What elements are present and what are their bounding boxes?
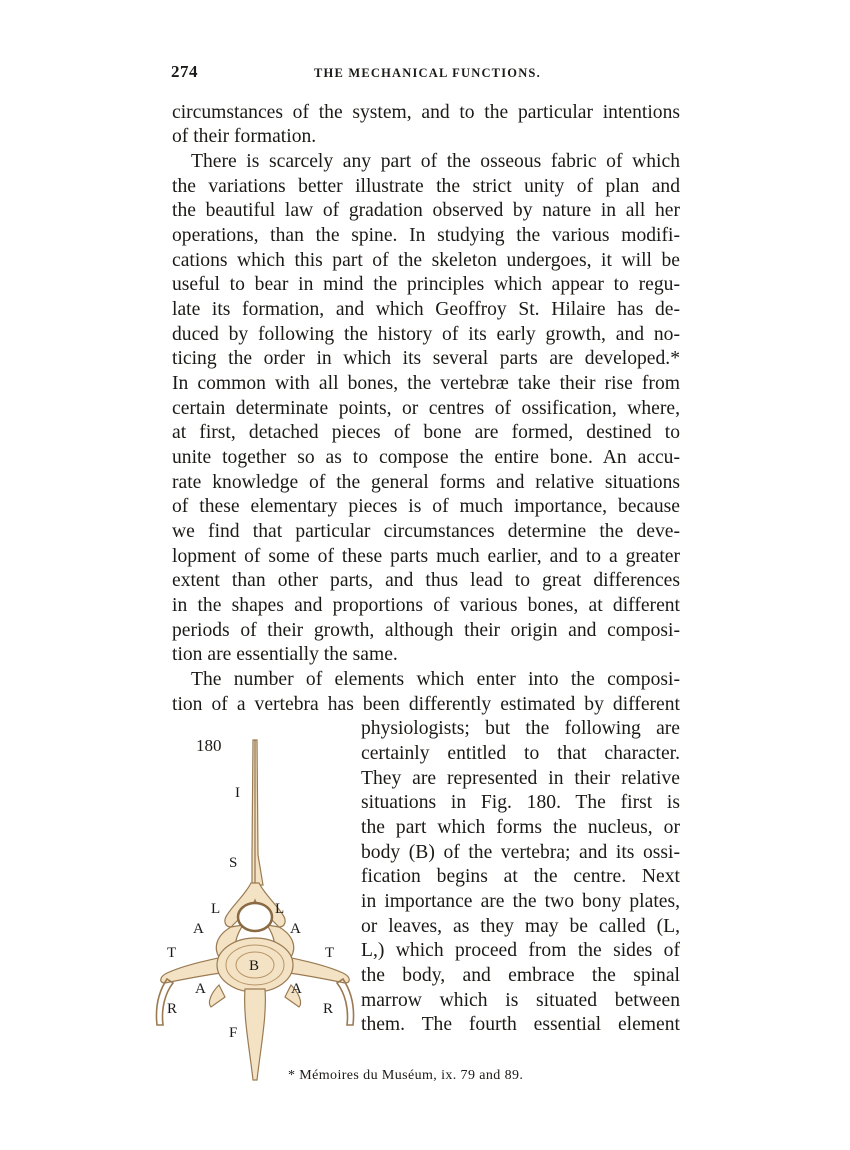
text-line: duced by following the history of its early growth, and no- — [172, 324, 680, 345]
label-s: S — [229, 855, 238, 871]
label-a-upper-left: A — [193, 921, 204, 937]
label-a-lower-left: A — [195, 981, 206, 997]
text-line: in importance are the two bony plates, — [361, 891, 680, 912]
text-line: the body, and embrace the spinal — [361, 965, 680, 986]
text-line: body (B) of the vertebra; and its ossi- — [361, 842, 680, 863]
text-line: physiologists; but the following are — [361, 718, 680, 739]
text-line: the beautiful law of gradation observed by nature in all her — [172, 200, 680, 221]
label-a-upper-right: A — [290, 921, 301, 937]
text-line: them. The fourth essential element — [361, 1014, 680, 1035]
text-line: There is scarcely any part of the osseous fabric of which — [191, 151, 680, 172]
vertebra-illustration — [156, 740, 353, 1080]
text-line: rate knowledge of the general forms and relative situations — [172, 472, 680, 493]
label-t-right: T — [325, 945, 335, 961]
spinous-process — [252, 740, 263, 885]
label-l-left: L — [211, 901, 221, 917]
text-line: the variations better illustrate the strict unity of plan and — [172, 176, 680, 197]
text-line: unite together so as to compose the entire bone. An accu- — [172, 447, 680, 468]
label-f: F — [229, 1025, 238, 1041]
text-line: at first, detached pieces of bone are formed, destined to — [172, 422, 680, 443]
text-line: we find that particular circumstances determine the deve- — [172, 521, 680, 542]
text-line: extent than other parts, and thus lead to great differences — [172, 570, 680, 591]
rib-right — [337, 979, 354, 1025]
text-line: periods of their growth, although their origin and composi- — [172, 620, 680, 641]
text-line: situations in Fig. 180. The first is — [361, 792, 680, 813]
text-line: lopment of some of these parts much earlier, and to a greater — [172, 546, 680, 567]
vertebra-figure — [145, 735, 360, 1085]
text-line: of their formation. — [172, 126, 317, 147]
text-line: operations, than the spine. In studying the various modifi- — [172, 225, 680, 246]
label-b: B — [249, 958, 260, 974]
text-line: of these elementary pieces is of much importance, because — [172, 496, 680, 517]
running-head: THE MECHANICAL FUNCTIONS. — [314, 66, 541, 80]
lower-process — [245, 989, 266, 1080]
page-number: 274 — [171, 62, 198, 81]
text-line: tion of a vertebra has been differently estimated by different — [172, 694, 680, 715]
figure-number: 180 — [196, 736, 222, 755]
text-line: cations which this part of the skeleton undergoes, it will be — [172, 250, 680, 271]
text-line: ticing the order in which its several parts are developed.* — [172, 348, 680, 369]
text-line: late its formation, and which Geoffroy St. Hilaire has de- — [172, 299, 680, 320]
text-line: in the shapes and proportions of various bones, at different — [172, 595, 680, 616]
transverse-process-right — [287, 957, 349, 983]
text-line: The number of elements which enter into the composi- — [191, 669, 680, 690]
label-l-right: L — [275, 901, 285, 917]
text-line: the part which forms the nucleus, or — [361, 817, 680, 838]
text-line: or leaves, as they may be called (L, — [361, 916, 680, 937]
accessory-left — [209, 985, 225, 1007]
label-r-right: R — [323, 1001, 334, 1017]
text-line: circumstances of the system, and to the particular intentions — [172, 102, 680, 123]
label-a-lower-right: A — [291, 981, 302, 997]
label-t-left: T — [167, 945, 177, 961]
text-line: certainly entitled to that character. — [361, 743, 680, 764]
text-line: certain determinate points, or centres of ossification, where, — [172, 398, 680, 419]
text-line: useful to bear in mind the principles which appear to regu- — [172, 274, 680, 295]
footnote: * Mémoires du Muséum, ix. 79 and 89. — [288, 1068, 524, 1083]
text-line: tion are essentially the same. — [172, 644, 398, 665]
spinal-canal — [238, 903, 272, 931]
text-line: fication begins at the centre. Next — [361, 866, 680, 887]
text-line: L,) which proceed from the sides of — [361, 940, 680, 961]
label-i: I — [235, 785, 240, 801]
text-line: In common with all bones, the vertebræ take their rise from — [172, 373, 680, 394]
text-line: They are represented in their relative — [361, 768, 680, 789]
label-r-left: R — [167, 1001, 178, 1017]
text-line: marrow which is situated between — [361, 990, 680, 1011]
